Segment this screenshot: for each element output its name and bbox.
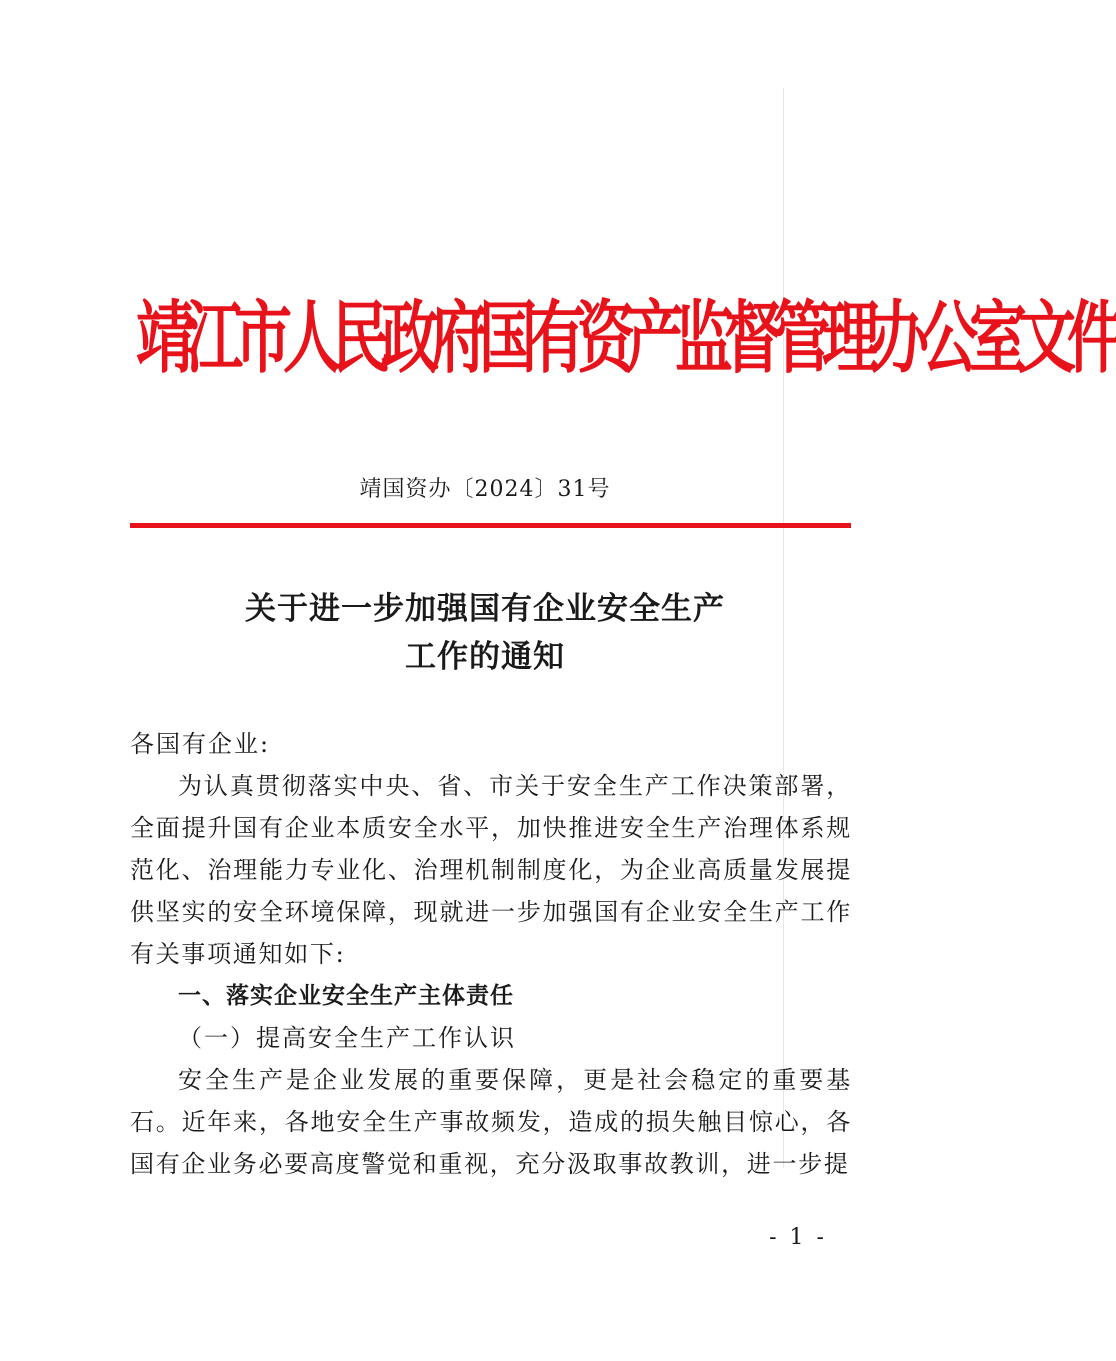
page-number: - 1 - xyxy=(769,1225,827,1250)
document-body xyxy=(130,723,852,1185)
red-divider-line xyxy=(130,523,851,528)
issuing-authority-title: 靖江市人民政府国有资产监督管理办公室文件 xyxy=(136,292,1116,384)
document-number: 靖国资办〔2024〕31号 xyxy=(359,477,611,502)
subsection-paragraph-1: 安全生产是企业发展的重要保障，更是社会稳定的重要基石。近年来，各地安全生产事故频发，造成的损失触目惊心，各国有企业务必要高度警觉和重视，充分汲取事故教训，进一步提 xyxy=(130,1066,852,1178)
subsection-heading-1: （一）提高安全生产工作认识 xyxy=(178,1024,516,1052)
section-heading-1: 一、落实企业安全生产主体责任 xyxy=(178,983,514,1009)
intro-paragraph: 为认真贯彻落实中央、省、市关于安全生产工作决策部署，全面提升国有企业本质安全水平，加快推进安全生产治理体系规范化、治理能力专业化、治理机制制度化，为企业高质量发展提供坚实的安全环境保障，现就进一步加强国有企业安全生产工作有关事项通知如下: xyxy=(130,772,852,968)
notice-title xyxy=(0,585,970,681)
addressee: 各国有企业: xyxy=(130,730,271,758)
notice-title-line-2: 工作的通知 xyxy=(405,639,565,675)
notice-title-line-1: 关于进一步加强国有企业安全生产 xyxy=(245,591,725,627)
